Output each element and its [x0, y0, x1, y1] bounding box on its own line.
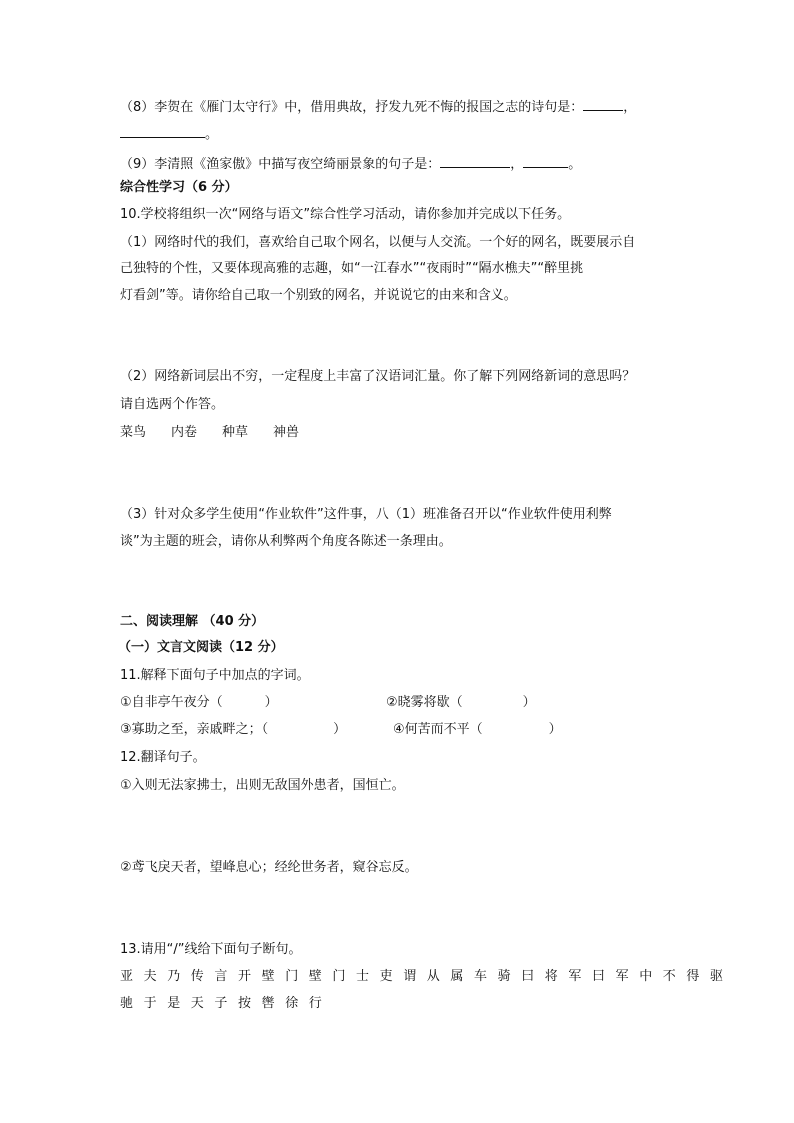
q10-p3-line2: 谈”为主题的班会，请你从利弊两个角度各陈述一条理由。 [120, 534, 452, 549]
q11-title: 11.解释下面句子中加点的字词。 [120, 668, 310, 683]
q11-item-1: ①自非亭午夜分（ ） [120, 695, 278, 710]
q12-sentence-2: ②鸢飞戾天者，望峰息心；经纶世务者，窥谷忘反。 [120, 860, 418, 875]
q8-blank-2[interactable] [120, 125, 205, 138]
q13-title: 13.请用“/”线给下面句子断句。 [120, 942, 302, 957]
q10-word-4: 神兽 [273, 425, 300, 440]
q8-comma: ， [623, 100, 637, 115]
q10-p2-line1: （2）网络新词层出不穷，一定程度上丰富了汉语词汇量。你了解下列网络新词的意思吗？ [120, 369, 636, 384]
q13-passage-line1: 亚夫乃传言开壁门壁门士吏谓从属车骑曰将军曰军中不得驱 [120, 969, 734, 984]
q9-line [120, 155, 581, 174]
q9-prompt: （9）李清照《渔家傲》中描写夜空绮丽景象的句子是： [120, 157, 441, 172]
q11-item-2: ②晓雾将歇（ ） [386, 695, 536, 710]
q10-p1-line1: （1）网络时代的我们，喜欢给自己取个网名，以便与人交流。一个好的网名，既要展示自 [120, 235, 636, 250]
q12-title: 12.翻译句子。 [120, 750, 206, 765]
q10-word-list [120, 424, 299, 442]
section2-heading: 二、阅读理解 （40 分） [120, 614, 265, 629]
q8-prompt: （8）李贺在《雁门太守行》中，借用典故，抒发九死不悔的报国之志的诗句是： [120, 100, 584, 115]
q8-period: 。 [205, 127, 219, 142]
q10-p1-line3: 灯看剑”等。请你给自己取一个别致的网名，并说说它的由来和含义。 [120, 288, 517, 303]
q9-blank-2[interactable] [523, 155, 568, 168]
q10-word-2: 内卷 [171, 425, 198, 440]
q10-intro: 10.学校将组织一次“网络与语文”综合性学习活动，请你参加并完成以下任务。 [120, 207, 571, 222]
section2-subheading: （一）文言文阅读（12 分） [118, 640, 284, 655]
q12-sentence-1: ①入则无法家拂士，出则无敌国外患者，国恒亡。 [120, 778, 405, 793]
q13-passage-line2: 驰于是天子按辔徐行 [120, 996, 333, 1011]
q10-p1-line2: 己独特的个性，又要体现高雅的志趣，如“一江春水”“夜雨时”“隔水樵夫”“醉里挑 [120, 261, 584, 276]
q11-item-4: ④何苦而不平（ ） [393, 722, 562, 737]
q9-comma: ， [510, 157, 524, 172]
q9-period: 。 [568, 157, 582, 172]
q8-line1 [120, 98, 636, 117]
section-comprehensive-heading: 综合性学习（6 分） [120, 180, 238, 195]
q10-word-3: 种草 [222, 425, 249, 440]
q11-item-3: ③寡助之至，亲戚畔之；（ ） [120, 722, 347, 737]
q8-blank-1[interactable] [583, 98, 623, 111]
q8-line2 [120, 125, 218, 144]
q10-p2-line2: 请自选两个作答。 [120, 397, 225, 412]
q10-p3-line1: （3）针对众多学生使用“作业软件”这件事，八（1）班准备召开以“作业软件使用利弊 [120, 507, 612, 522]
q10-word-1: 菜鸟 [120, 425, 147, 440]
q9-blank-1[interactable] [440, 155, 510, 168]
